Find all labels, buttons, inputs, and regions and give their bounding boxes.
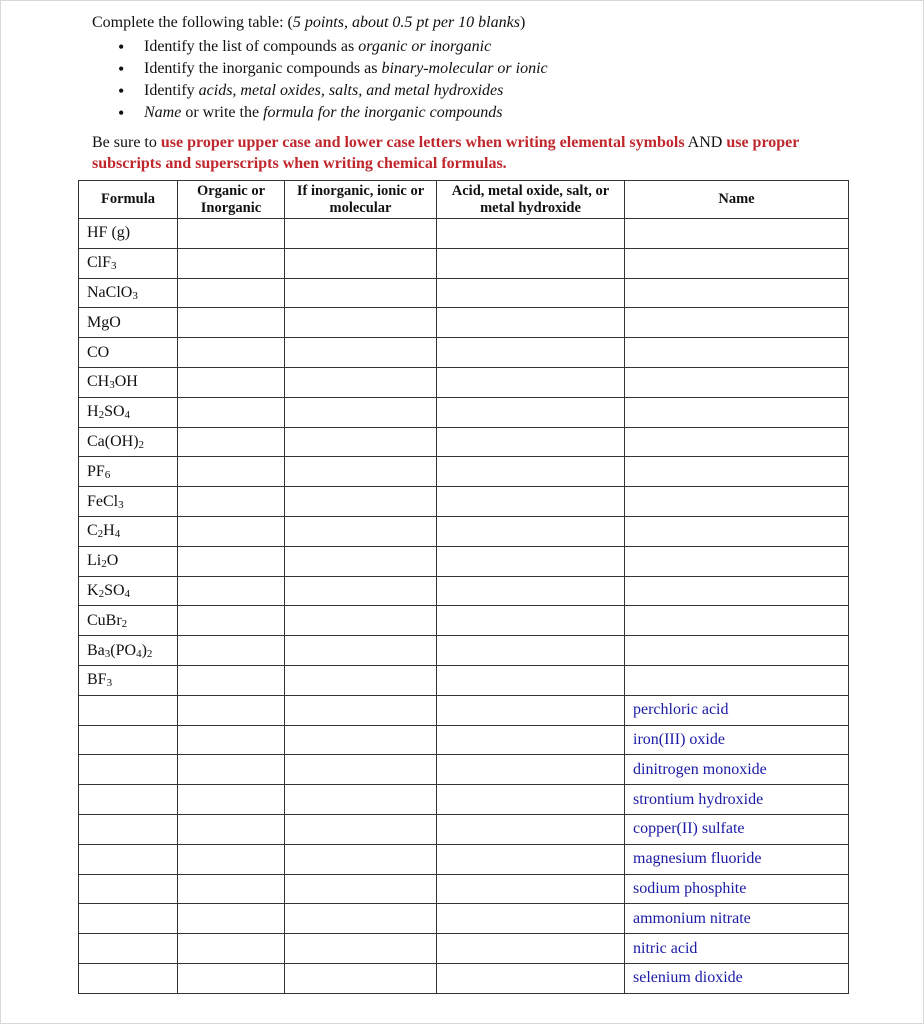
formula-cell: MgO xyxy=(79,308,178,338)
name-blank[interactable] xyxy=(625,338,849,368)
name-blank[interactable] xyxy=(625,487,849,517)
ionic-molecular-blank[interactable] xyxy=(285,367,437,397)
table-row xyxy=(79,457,849,487)
compound-class-blank[interactable] xyxy=(437,278,625,308)
formula-blank[interactable] xyxy=(79,874,178,904)
name-blank[interactable] xyxy=(625,427,849,457)
instructions-title: Complete the following table: (5 points, about 0.5 pt per 10 blanks) xyxy=(92,14,526,31)
compound-class-blank[interactable] xyxy=(437,576,625,606)
name-blank[interactable] xyxy=(625,457,849,487)
compound-class-blank[interactable] xyxy=(437,338,625,368)
ionic-molecular-blank[interactable] xyxy=(285,785,437,815)
formula-cell: $BF_3$ xyxy=(79,665,178,695)
formula-cell: $K_2SO_4$ xyxy=(79,576,178,606)
formula-cell: FeCl$_3$ xyxy=(79,487,178,517)
formula-cell: $Li_2O$ xyxy=(79,546,178,576)
organic-inorganic-blank[interactable] xyxy=(178,963,285,993)
compound-class-blank[interactable] xyxy=(437,546,625,576)
table-row xyxy=(79,427,849,457)
organic-inorganic-blank[interactable] xyxy=(178,457,285,487)
header-formula: Formula xyxy=(79,181,178,219)
ionic-molecular-blank[interactable] xyxy=(285,874,437,904)
name-blank[interactable] xyxy=(625,367,849,397)
compound-class-blank[interactable] xyxy=(437,248,625,278)
formula-cell: CO xyxy=(79,338,178,368)
table-row xyxy=(79,814,849,844)
compound-name: ammonium nitrate xyxy=(625,904,849,934)
formatting-note: Be sure to use proper upper case and lower case letters when writing elemental symbols AND use proper subscripts and superscripts when writing chemical formulas. xyxy=(92,134,800,172)
ionic-molecular-blank[interactable] xyxy=(285,725,437,755)
instruction-list xyxy=(118,36,548,124)
compound-name: selenium dioxide xyxy=(625,963,849,993)
formula-blank[interactable] xyxy=(79,904,178,934)
table-row xyxy=(79,308,849,338)
compound-class-blank[interactable] xyxy=(437,665,625,695)
table-header-row xyxy=(79,181,849,219)
formula-blank[interactable] xyxy=(79,814,178,844)
table-row xyxy=(79,755,849,785)
table-row xyxy=(79,606,849,636)
organic-inorganic-blank[interactable] xyxy=(178,755,285,785)
formula-cell: $CH_3OH$ xyxy=(79,367,178,397)
formula-blank[interactable] xyxy=(79,963,178,993)
formula-cell: $Ba_3(PO_4)_2$ xyxy=(79,636,178,666)
table-row xyxy=(79,904,849,934)
organic-inorganic-blank[interactable] xyxy=(178,934,285,964)
name-blank[interactable] xyxy=(625,278,849,308)
organic-inorganic-blank[interactable] xyxy=(178,844,285,874)
organic-inorganic-blank[interactable] xyxy=(178,814,285,844)
formula-cell: $C_2H_4$ xyxy=(79,516,178,546)
organic-inorganic-blank[interactable] xyxy=(178,219,285,249)
organic-inorganic-blank[interactable] xyxy=(178,546,285,576)
compound-class-blank[interactable] xyxy=(437,904,625,934)
ionic-molecular-blank[interactable] xyxy=(285,695,437,725)
ionic-molecular-blank[interactable] xyxy=(285,487,437,517)
organic-inorganic-blank[interactable] xyxy=(178,725,285,755)
compound-name: copper(II) sulfate xyxy=(625,814,849,844)
header-name: Name xyxy=(625,181,849,219)
ionic-molecular-blank[interactable] xyxy=(285,904,437,934)
formula-cell: HF (g) xyxy=(79,219,178,249)
formula-blank[interactable] xyxy=(79,695,178,725)
ionic-molecular-blank[interactable] xyxy=(285,844,437,874)
instruction-item: • Identify the inorganic compounds as binary-molecular or ionic xyxy=(118,58,548,80)
compound-name: nitric acid xyxy=(625,934,849,964)
name-blank[interactable] xyxy=(625,516,849,546)
formula-blank[interactable] xyxy=(79,755,178,785)
table-row xyxy=(79,219,849,249)
formula-cell: $PF_6$ xyxy=(79,457,178,487)
compound-name: perchloric acid xyxy=(625,695,849,725)
name-blank[interactable] xyxy=(625,546,849,576)
compound-name: magnesium fluoride xyxy=(625,844,849,874)
compound-class-blank[interactable] xyxy=(437,844,625,874)
formula-blank[interactable] xyxy=(79,725,178,755)
compound-class-blank[interactable] xyxy=(437,814,625,844)
formula-blank[interactable] xyxy=(79,844,178,874)
ionic-molecular-blank[interactable] xyxy=(285,546,437,576)
organic-inorganic-blank[interactable] xyxy=(178,874,285,904)
compound-class-blank[interactable] xyxy=(437,367,625,397)
formula-blank[interactable] xyxy=(79,934,178,964)
ionic-molecular-blank[interactable] xyxy=(285,397,437,427)
ionic-molecular-blank[interactable] xyxy=(285,934,437,964)
ionic-molecular-blank[interactable] xyxy=(285,576,437,606)
compound-class-blank[interactable] xyxy=(437,785,625,815)
organic-inorganic-blank[interactable] xyxy=(178,665,285,695)
compound-table xyxy=(78,180,849,994)
table-row xyxy=(79,487,849,517)
organic-inorganic-blank[interactable] xyxy=(178,427,285,457)
ionic-molecular-blank[interactable] xyxy=(285,427,437,457)
ionic-molecular-blank[interactable] xyxy=(285,457,437,487)
compound-name: dinitrogen monoxide xyxy=(625,755,849,785)
name-blank[interactable] xyxy=(625,606,849,636)
organic-inorganic-blank[interactable] xyxy=(178,487,285,517)
organic-inorganic-blank[interactable] xyxy=(178,308,285,338)
compound-class-blank[interactable] xyxy=(437,695,625,725)
instruction-item: • Identify acids, metal oxides, salts, and metal hydroxides xyxy=(118,80,548,102)
ionic-molecular-blank[interactable] xyxy=(285,308,437,338)
table-row xyxy=(79,874,849,904)
table-row xyxy=(79,546,849,576)
organic-inorganic-blank[interactable] xyxy=(178,278,285,308)
formula-blank[interactable] xyxy=(79,785,178,815)
name-blank[interactable] xyxy=(625,397,849,427)
table-row xyxy=(79,248,849,278)
formula-cell: NaClO$_3$ xyxy=(79,278,178,308)
compound-class-blank[interactable] xyxy=(437,516,625,546)
ionic-molecular-blank[interactable] xyxy=(285,278,437,308)
compound-class-blank[interactable] xyxy=(437,755,625,785)
formula-cell: ClF$_3$ xyxy=(79,248,178,278)
name-blank[interactable] xyxy=(625,308,849,338)
name-blank[interactable] xyxy=(625,576,849,606)
organic-inorganic-blank[interactable] xyxy=(178,248,285,278)
table-row xyxy=(79,397,849,427)
table-row xyxy=(79,844,849,874)
formula-cell: CuBr$_2$ xyxy=(79,606,178,636)
compound-class-blank[interactable] xyxy=(437,874,625,904)
compound-class-blank[interactable] xyxy=(437,934,625,964)
organic-inorganic-blank[interactable] xyxy=(178,785,285,815)
organic-inorganic-blank[interactable] xyxy=(178,636,285,666)
ionic-molecular-blank[interactable] xyxy=(285,338,437,368)
ionic-molecular-blank[interactable] xyxy=(285,516,437,546)
name-blank[interactable] xyxy=(625,636,849,666)
table-row xyxy=(79,636,849,666)
organic-inorganic-blank[interactable] xyxy=(178,606,285,636)
compound-name: strontium hydroxide xyxy=(625,785,849,815)
ionic-molecular-blank[interactable] xyxy=(285,636,437,666)
compound-class-blank[interactable] xyxy=(437,457,625,487)
table-row xyxy=(79,934,849,964)
compound-class-blank[interactable] xyxy=(437,636,625,666)
compound-name: sodium phosphite xyxy=(625,874,849,904)
table-row xyxy=(79,785,849,815)
name-blank[interactable] xyxy=(625,248,849,278)
instruction-item: • Identify the list of compounds as organic or inorganic xyxy=(118,36,548,58)
table-row xyxy=(79,665,849,695)
table-row xyxy=(79,725,849,755)
compound-class-blank[interactable] xyxy=(437,308,625,338)
compound-class-blank[interactable] xyxy=(437,963,625,993)
compound-class-blank[interactable] xyxy=(437,487,625,517)
compound-name: iron(III) oxide xyxy=(625,725,849,755)
organic-inorganic-blank[interactable] xyxy=(178,397,285,427)
table-row xyxy=(79,278,849,308)
ionic-molecular-blank[interactable] xyxy=(285,219,437,249)
ionic-molecular-blank[interactable] xyxy=(285,814,437,844)
ionic-molecular-blank[interactable] xyxy=(285,606,437,636)
table-row xyxy=(79,963,849,993)
header-ionic-molecular: If inorganic, ionic or molecular xyxy=(285,181,437,219)
ionic-molecular-blank[interactable] xyxy=(285,248,437,278)
instruction-item: • Name or write the formula for the inorganic compounds xyxy=(118,102,548,124)
name-blank[interactable] xyxy=(625,219,849,249)
organic-inorganic-blank[interactable] xyxy=(178,695,285,725)
ionic-molecular-blank[interactable] xyxy=(285,755,437,785)
ionic-molecular-blank[interactable] xyxy=(285,665,437,695)
table-row xyxy=(79,338,849,368)
compound-class-blank[interactable] xyxy=(437,606,625,636)
header-organic-inorganic: Organic or Inorganic xyxy=(178,181,285,219)
header-compound-class: Acid, metal oxide, salt, or metal hydroxide xyxy=(437,181,625,219)
organic-inorganic-blank[interactable] xyxy=(178,904,285,934)
compound-class-blank[interactable] xyxy=(437,725,625,755)
compound-class-blank[interactable] xyxy=(437,427,625,457)
name-blank[interactable] xyxy=(625,665,849,695)
table-row xyxy=(79,695,849,725)
organic-inorganic-blank[interactable] xyxy=(178,516,285,546)
table-row xyxy=(79,516,849,546)
table-row xyxy=(79,367,849,397)
compound-class-blank[interactable] xyxy=(437,397,625,427)
formula-cell: $H_2SO_4$ xyxy=(79,397,178,427)
ionic-molecular-blank[interactable] xyxy=(285,963,437,993)
formula-cell: $Ca(OH)_2$ xyxy=(79,427,178,457)
table-row xyxy=(79,576,849,606)
compound-class-blank[interactable] xyxy=(437,219,625,249)
organic-inorganic-blank[interactable] xyxy=(178,367,285,397)
organic-inorganic-blank[interactable] xyxy=(178,576,285,606)
organic-inorganic-blank[interactable] xyxy=(178,338,285,368)
